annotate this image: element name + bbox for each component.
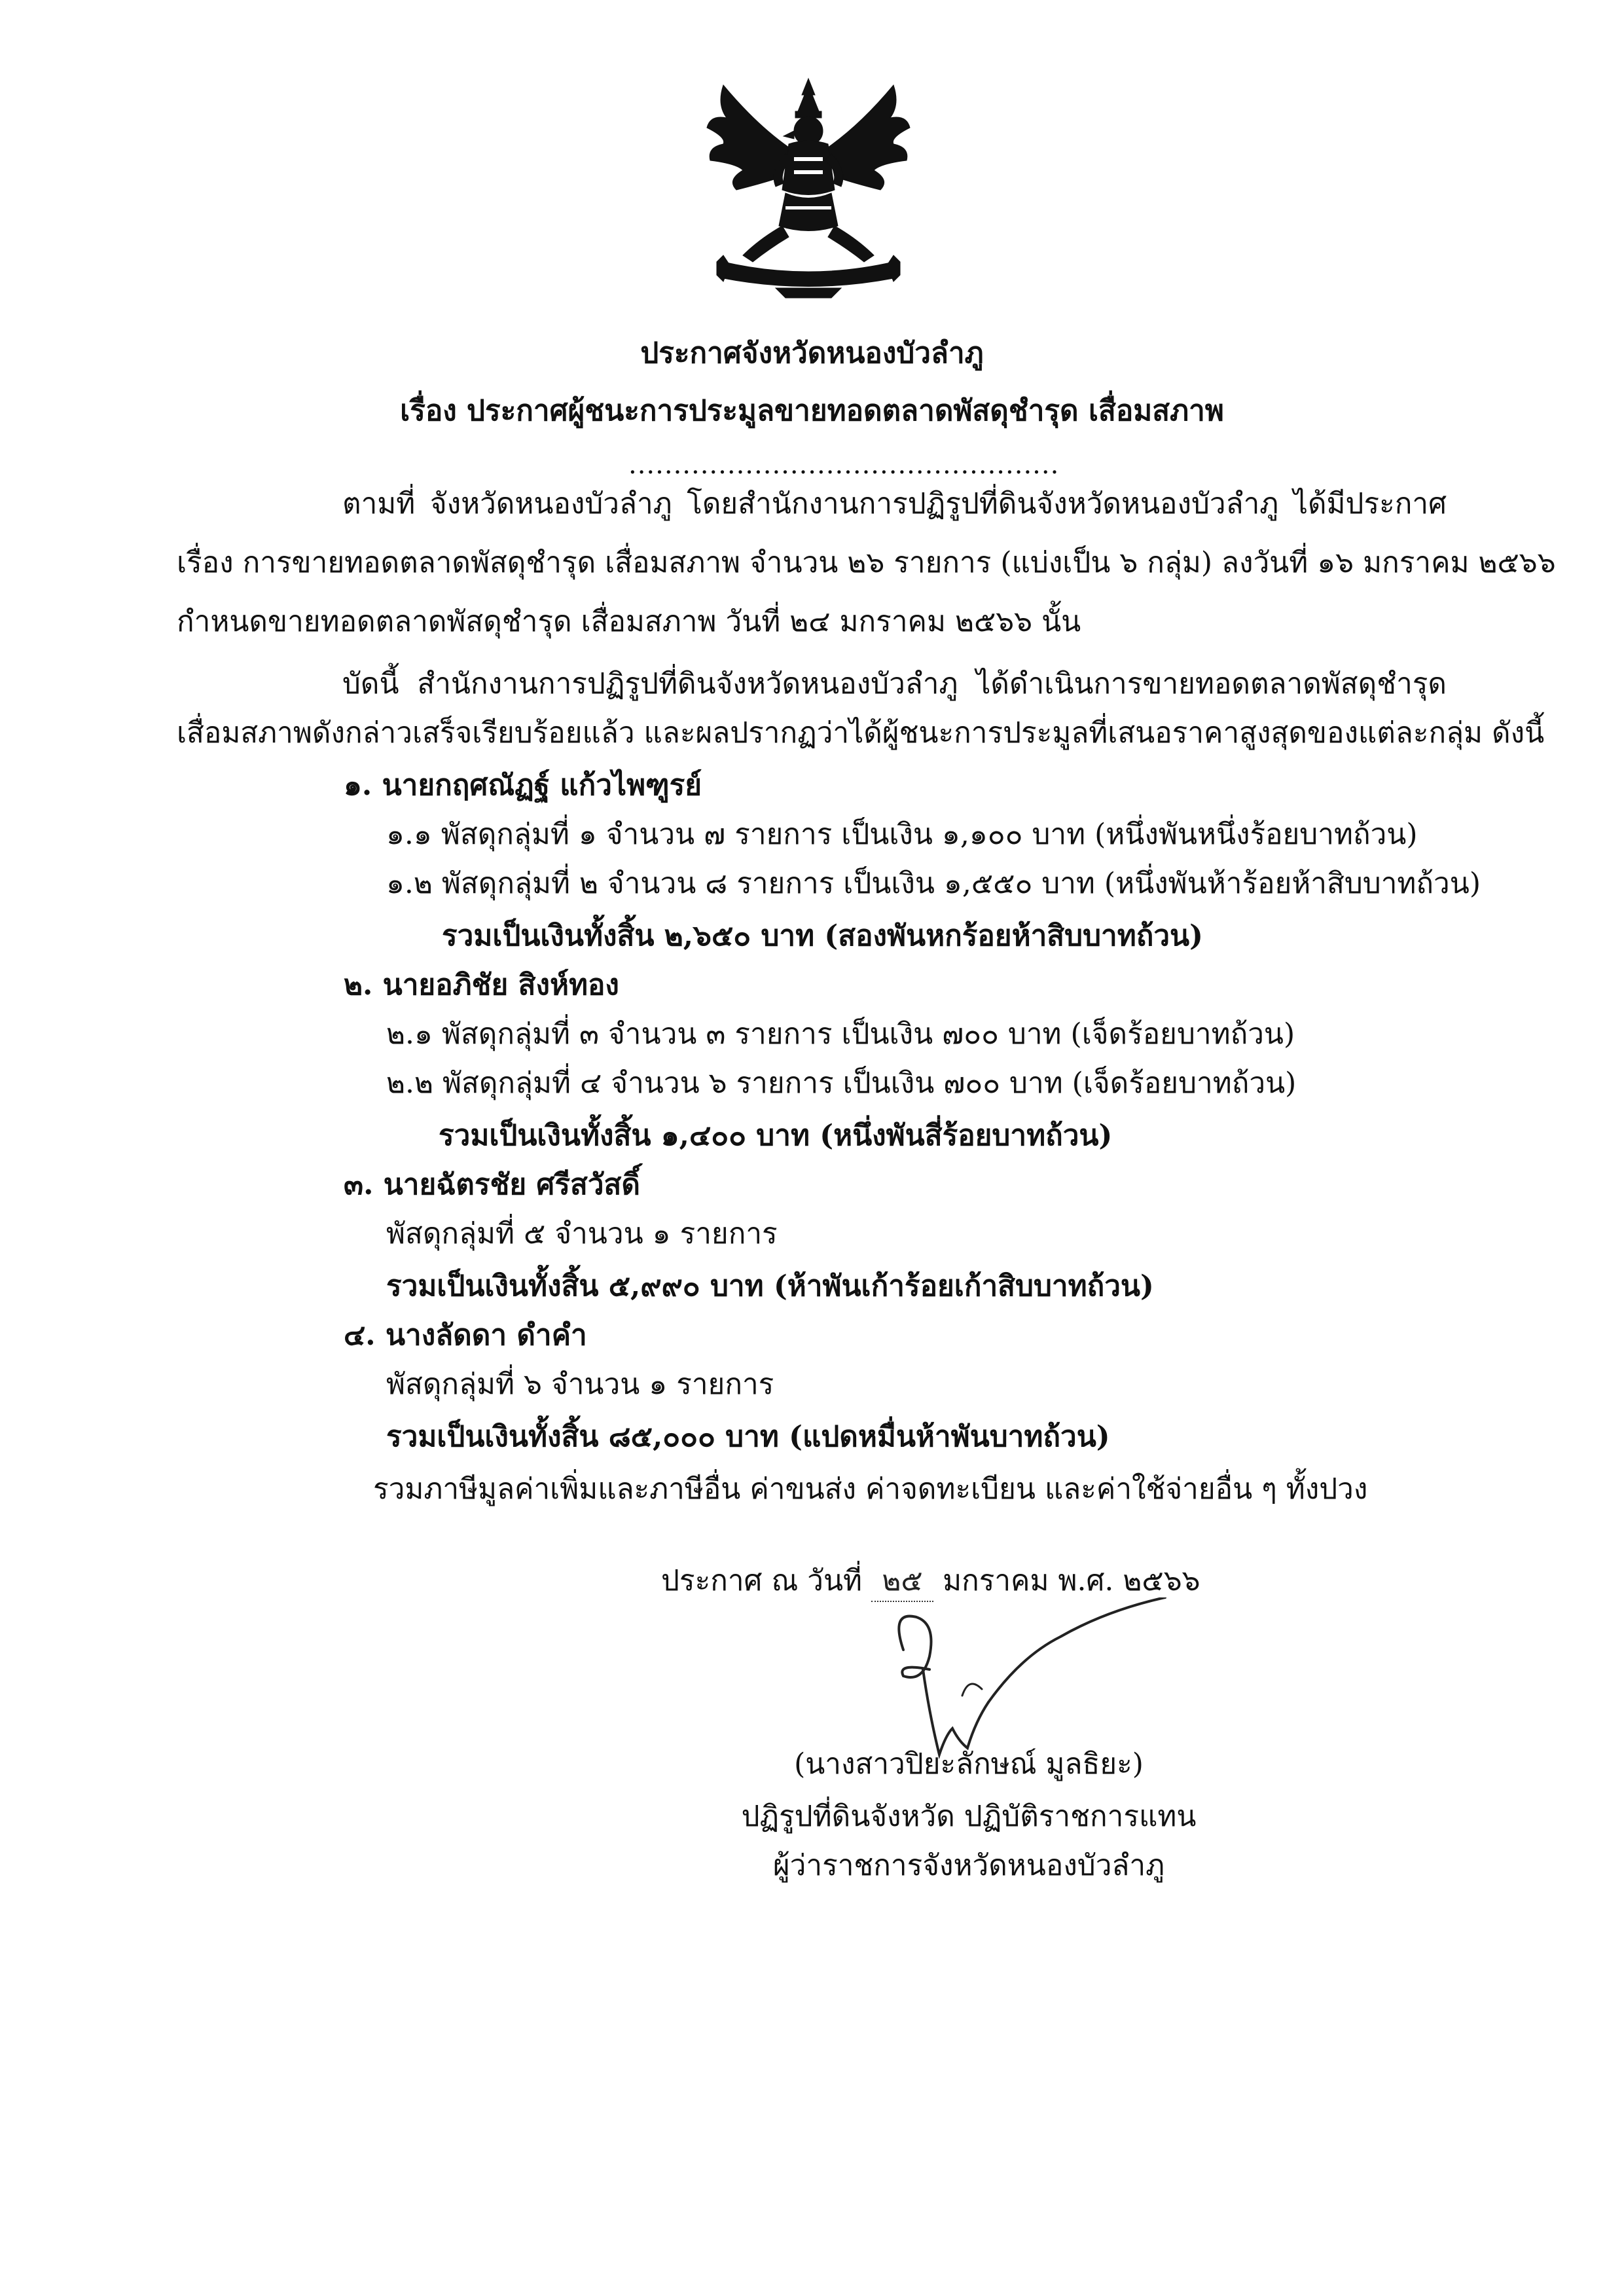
winner-2-name: ๒. นายอภิชัย สิงห์ทอง [344, 968, 619, 1002]
result-line-1: บัดนี้ สำนักงานการปฏิรูปที่ดินจังหวัดหนองบัวลำภู ได้ดำเนินการขายทอดตลาดพัสดุชำรุด [342, 667, 1447, 701]
date-year-prefix: พ.ศ. [1058, 1564, 1114, 1597]
date-month: มกราคม [943, 1564, 1049, 1597]
winner-3-total: รวมเป็นเงินทั้งสิ้น ๕,๙๙๐ บาท (ห้าพันเก้าร้อยเก้าสิบบาทถ้วน) [386, 1269, 1154, 1303]
winner-3-item-1: พัสดุกลุ่มที่ ๕ จำนวน ๑ รายการ [386, 1217, 778, 1250]
winner-1-item-2: ๑.๒ พัสดุกลุ่มที่ ๒ จำนวน ๘ รายการ เป็นเงิน ๑,๕๕๐ บาท (หนึ่งพันห้าร้อยห้าสิบบาทถ้วน) [386, 867, 1481, 900]
winner-2-item-1: ๒.๑ พัสดุกลุ่มที่ ๓ จำนวน ๓ รายการ เป็นเงิน ๗๐๐ บาท (เจ็ดร้อยบาทถ้วน) [386, 1017, 1295, 1051]
intro-line-2: เรื่อง การขายทอดตลาดพัสดุชำรุด เสื่อมสภาพ จำนวน ๒๖ รายการ (แบ่งเป็น ๖ กลุ่ม) ลงวันที่ ๑๖ มกราคม ๒๕๖๖ [177, 546, 1556, 579]
subject-line: เรื่อง ประกาศผู้ชนะการประมูลขายทอดตลาดพัสดุชำรุด เสื่อมสภาพ [400, 394, 1224, 428]
winner-4-name: ๔. นางลัดดา ดำคำ [344, 1319, 587, 1352]
tax-note: รวมภาษีมูลค่าเพิ่มและภาษีอื่น ค่าขนส่ง ค่าจดทะเบียน และค่าใช้จ่ายอื่น ๆ ทั้งปวง [373, 1472, 1368, 1506]
winner-4-total: รวมเป็นเงินทั้งสิ้น ๘๕,๐๐๐ บาท (แปดหมื่นห้าพันบาทถ้วน) [386, 1420, 1110, 1453]
date-year: ๒๕๖๖ [1123, 1564, 1200, 1597]
date-prefix: ประกาศ ณ วันที่ [661, 1564, 863, 1597]
winner-1-item-1: ๑.๑ พัสดุกลุ่มที่ ๑ จำนวน ๗ รายการ เป็นเงิน ๑,๑๐๐ บาท (หนึ่งพันหนึ่งร้อยบาทถ้วน) [386, 818, 1418, 851]
winner-3-name: ๓. นายฉัตรชัย ศรีสวัสดิ์ [344, 1168, 640, 1201]
signatory-position: ปฏิรูปที่ดินจังหวัด ปฏิบัติราชการแทน [741, 1800, 1197, 1833]
winner-2-total: รวมเป็นเงินทั้งสิ้น ๑,๔๐๐ บาท (หนึ่งพันสี่ร้อยบาทถ้วน) [439, 1119, 1113, 1152]
date-day: ๒๕ [871, 1561, 933, 1602]
page-title: ประกาศจังหวัดหนองบัวลำภู [640, 337, 984, 370]
signatory-authority: ผู้ว่าราชการจังหวัดหนองบัวลำภู [772, 1849, 1165, 1882]
separator-dots: ................................................ [628, 450, 1060, 480]
intro-line-3: กำหนดขายทอดตลาดพัสดุชำรุด เสื่อมสภาพ วันที่ ๒๔ มกราคม ๒๕๖๖ นั้น [177, 605, 1081, 638]
result-line-2: เสื่อมสภาพดังกล่าวเสร็จเรียบร้อยแล้ว และผลปรากฏว่าได้ผู้ชนะการประมูลที่เสนอราคาสูงสุดของแต่ละกลุ่ม ดังนี้ [177, 716, 1545, 750]
garuda-emblem-icon [697, 65, 920, 301]
winner-2-item-2: ๒.๒ พัสดุกลุ่มที่ ๔ จำนวน ๖ รายการ เป็นเงิน ๗๐๐ บาท (เจ็ดร้อยบาทถ้วน) [386, 1066, 1297, 1100]
signatory-name: (นางสาวปิยะลักษณ์ มูลธิยะ) [794, 1747, 1144, 1781]
winner-1-total: รวมเป็นเงินทั้งสิ้น ๒,๖๕๐ บาท (สองพันหกร้อยห้าสิบบาทถ้วน) [442, 919, 1203, 953]
winner-4-item-1: พัสดุกลุ่มที่ ๖ จำนวน ๑ รายการ [386, 1368, 774, 1401]
intro-line-1: ตามที่ จังหวัดหนองบัวลำภู โดยสำนักงานการปฏิรูปที่ดินจังหวัดหนองบัวลำภู ได้มีประกาศ [342, 487, 1447, 520]
winner-1-name: ๑. นายกฤศณัฏฐ์ แก้วไพฑูรย์ [344, 769, 702, 802]
handwritten-signature-icon [890, 1597, 1257, 1768]
announce-date-line [661, 1561, 1200, 1602]
